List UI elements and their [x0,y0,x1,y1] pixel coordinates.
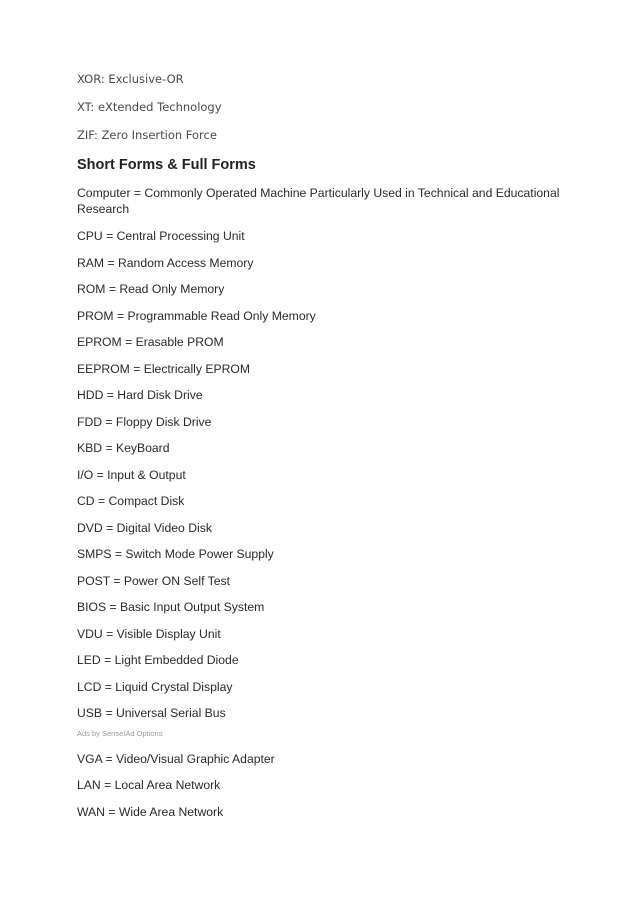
entry-eeprom: EEPROM = Electrically EPROM [77,361,251,376]
abbreviation-zif: ZIF: Zero Insertion Force [77,128,217,142]
entry-prom: PROM = Programmable Read Only Memory [77,308,316,323]
entry-cpu: CPU = Central Processing Unit [77,229,245,243]
entry-post: POST = Power ON Self Test [77,573,230,588]
abbreviation-xor: XOR: Exclusive-OR [77,72,184,86]
entry-rom: ROM = Read Only Memory [77,282,225,296]
document-content [77,72,577,830]
entry-vga: VGA = Video/Visual Graphic Adapter [77,751,275,766]
entry-usb: USB = Universal Serial Bus [77,706,226,720]
entry-dvd: DVD = Digital Video Disk [77,520,212,535]
entry-bios: BIOS = Basic Input Output System [77,600,265,614]
entry-led: LED = Light Embedded Diode [77,653,239,667]
entry-vdu: VDU = Visible Display Unit [77,626,221,641]
entry-lan: LAN = Local Area Network [77,778,221,792]
entry-eprom: EPROM = Erasable PROM [77,335,224,349]
entry-ram: RAM = Random Access Memory [77,255,254,270]
entry-fdd: FDD = Floppy Disk Drive [77,414,212,429]
entry-computer: Computer = Commonly Operated Machine Particularly Used in Technical and Educational Research [77,186,560,216]
section-heading: Short Forms & Full Forms [77,157,256,173]
entry-wan: WAN = Wide Area Network [77,804,224,819]
entry-smps: SMPS = Switch Mode Power Supply [77,547,274,561]
entry-lcd: LCD = Liquid Crystal Display [77,679,233,694]
ads-notice: Ads by SenseIAd Options [77,728,163,738]
entry-kbd: KBD = KeyBoard [77,441,170,455]
entry-io: I/O = Input & Output [77,467,186,482]
entry-hdd: HDD = Hard Disk Drive [77,388,203,402]
entry-cd: CD = Compact Disk [77,494,185,508]
abbreviation-xt: XT: eXtended Technology [77,100,222,114]
